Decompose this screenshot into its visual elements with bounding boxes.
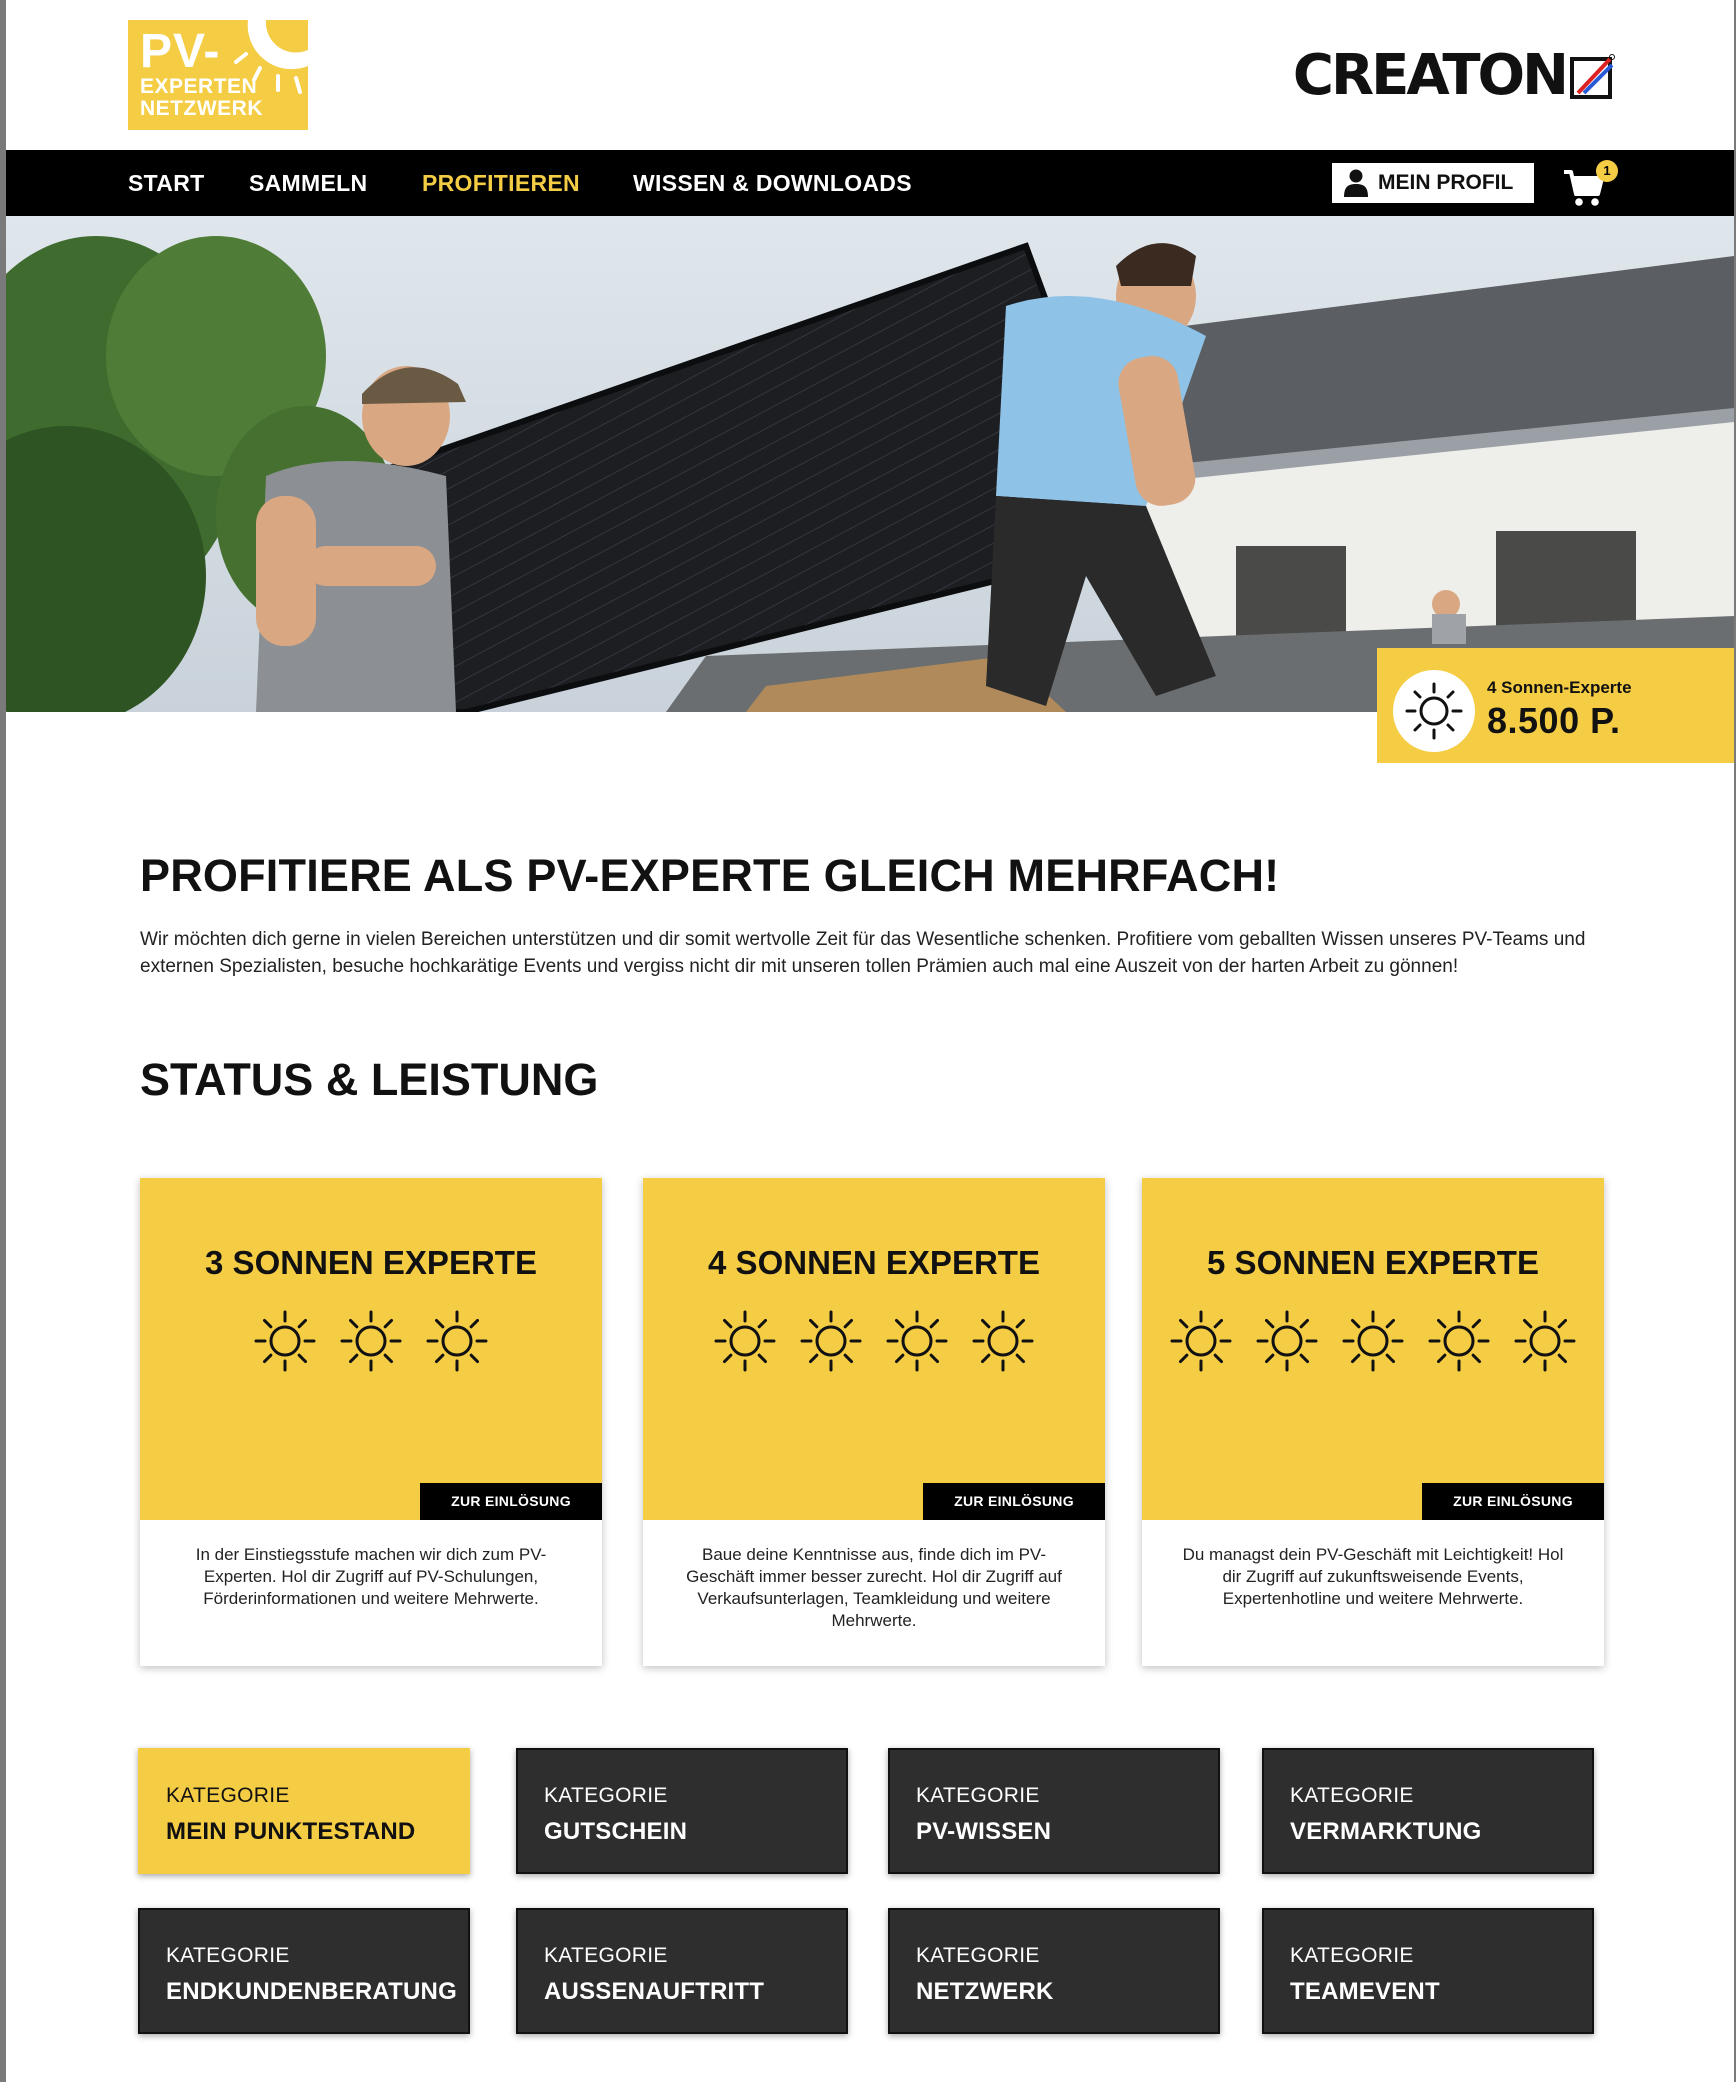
site-header: [6, 0, 1734, 150]
category-kicker: KATEGORIE: [916, 1784, 1040, 1807]
status-card-4-sonnen: [643, 1178, 1105, 1666]
status-card-title: 3 SONNEN EXPERTE: [205, 1244, 537, 1281]
status-card-3-sonnen: [140, 1178, 602, 1666]
sun-icon: [1254, 1308, 1320, 1374]
user-icon: [1344, 169, 1368, 197]
sun-icon: [1512, 1308, 1578, 1374]
redeem-button[interactable]: ZUR EINLÖSUNG: [923, 1483, 1105, 1520]
status-card-title: 4 SONNEN EXPERTE: [708, 1244, 1040, 1281]
status-level-label: 4 Sonnen-Experte: [1487, 678, 1632, 697]
sun-rating: [140, 1308, 602, 1374]
nav-item-sammeln[interactable]: SAMMELN: [249, 170, 368, 196]
status-card-description: In der Einstiegsstufe machen wir dich zum PV-Experten. Hol dir Zugriff auf PV-Schulungen, Förderinformationen und weitere Mehrwerte.: [195, 1545, 547, 1608]
category-name: VERMARKTUNG: [1290, 1818, 1482, 1845]
my-profile-label: MEIN PROFIL: [1378, 171, 1514, 194]
status-card-description: Du managst dein PV-Geschäft mit Leichtigkeit! Hol dir Zugriff auf zukunftsweisende Events, Expertenhotline und weitere Mehrwerte.: [1182, 1545, 1564, 1608]
category-kicker: KATEGORIE: [166, 1944, 290, 1967]
category-tile-endkundenberatung[interactable]: [138, 1908, 470, 2034]
category-name: GUTSCHEIN: [544, 1818, 688, 1845]
sun-icon: [424, 1308, 490, 1374]
status-card-header: [140, 1178, 602, 1520]
nav-item-profitieren[interactable]: PROFITIEREN: [422, 170, 580, 196]
category-tile-teamevent[interactable]: [1262, 1908, 1594, 2034]
sun-icon: [338, 1308, 404, 1374]
sun-icon: [884, 1308, 950, 1374]
status-card-header: [643, 1178, 1105, 1520]
pv-logo-title: PV-: [140, 25, 221, 78]
category-kicker: KATEGORIE: [166, 1784, 290, 1807]
creaton-logo[interactable]: [1292, 43, 1616, 108]
cart-count-badge: 1: [1596, 160, 1618, 182]
category-tile-gutschein[interactable]: [516, 1748, 848, 1874]
creaton-logo-wordmark: CREATON: [1292, 43, 1566, 108]
status-sun-circle: [1393, 670, 1475, 752]
sun-icon: [1393, 670, 1475, 752]
redeem-button[interactable]: ZUR EINLÖSUNG: [1422, 1483, 1604, 1520]
category-name: ENDKUNDENBERATUNG: [166, 1978, 457, 2005]
category-tile-netzwerk[interactable]: [888, 1908, 1220, 2034]
status-section-heading: STATUS & LEISTUNG: [140, 1054, 599, 1105]
creaton-mark-icon: [1570, 53, 1616, 99]
status-points-value: 8.500 P.: [1487, 700, 1621, 741]
nav-item-wissen-downloads[interactable]: WISSEN & DOWNLOADS: [633, 170, 912, 196]
my-profile-button[interactable]: [1330, 161, 1536, 205]
hero-image: [6, 216, 1734, 712]
cart-button[interactable]: [1562, 160, 1616, 208]
category-tile-pv-wissen[interactable]: [888, 1748, 1220, 1874]
sun-rating: [643, 1308, 1105, 1374]
sun-icon: [798, 1308, 864, 1374]
category-tile-vermarktung[interactable]: [1262, 1748, 1594, 1874]
category-name: MEIN PUNKTESTAND: [166, 1818, 416, 1845]
solar-installers-photo: [6, 216, 1734, 712]
category-name: NETZWERK: [916, 1978, 1054, 2005]
category-kicker: KATEGORIE: [1290, 1944, 1414, 1967]
status-card-title: 5 SONNEN EXPERTE: [1207, 1244, 1539, 1281]
category-name: PV-WISSEN: [916, 1818, 1052, 1845]
sun-icon: [970, 1308, 1036, 1374]
pv-logo-line-netzwerk: NETZWERK: [140, 97, 263, 121]
sun-icon: [1168, 1308, 1234, 1374]
current-status-badge[interactable]: [1377, 648, 1734, 763]
category-tile-mein-punktestand[interactable]: [138, 1748, 470, 1874]
status-card-description: Baue deine Kenntnisse aus, finde dich im PV-Geschäft immer besser zurecht. Hol dir Zugriff auf Verkaufsunterlagen, Teamkleidung und weitere Mehrwerte.: [686, 1545, 1062, 1630]
page: [6, 0, 1734, 2082]
nav-item-start[interactable]: START: [128, 170, 205, 196]
pv-experten-netzwerk-logo[interactable]: [128, 20, 308, 130]
category-kicker: KATEGORIE: [916, 1944, 1040, 1967]
category-tile-aussenauftritt[interactable]: [516, 1908, 848, 2034]
page-title: PROFITIERE ALS PV-EXPERTE GLEICH MEHRFACH!: [140, 850, 1280, 901]
status-card-5-sonnen: [1142, 1178, 1604, 1666]
intro-text: Wir möchten dich gerne in vielen Bereichen unterstützen und dir somit wertvolle Zeit für das Wesentliche schenken. Profitiere vom geballten Wissen unseres PV-Teams und externen Spezialisten, besuche hochkarätige Events und vergiss nicht dir mit unseren tollen Prämien auch mal eine Auszeit von der harten Arbeit zu gönnen!: [140, 929, 1586, 977]
sun-icon: [1426, 1308, 1492, 1374]
sun-icon: [712, 1308, 778, 1374]
sun-icon: [1340, 1308, 1406, 1374]
category-name: TEAMEVENT: [1290, 1978, 1440, 2005]
status-card-header: [1142, 1178, 1604, 1520]
category-kicker: KATEGORIE: [544, 1784, 668, 1807]
pv-logo-line-experten: EXPERTEN: [140, 75, 258, 98]
redeem-button[interactable]: ZUR EINLÖSUNG: [420, 1483, 602, 1520]
category-kicker: KATEGORIE: [544, 1944, 668, 1967]
sun-rating: [1142, 1308, 1604, 1374]
category-kicker: KATEGORIE: [1290, 1784, 1414, 1807]
sun-icon: [252, 1308, 318, 1374]
main-navigation: [6, 150, 1734, 216]
pv-logo-subtitle: [140, 76, 263, 120]
category-name: AUSSENAUFTRITT: [544, 1978, 765, 2005]
